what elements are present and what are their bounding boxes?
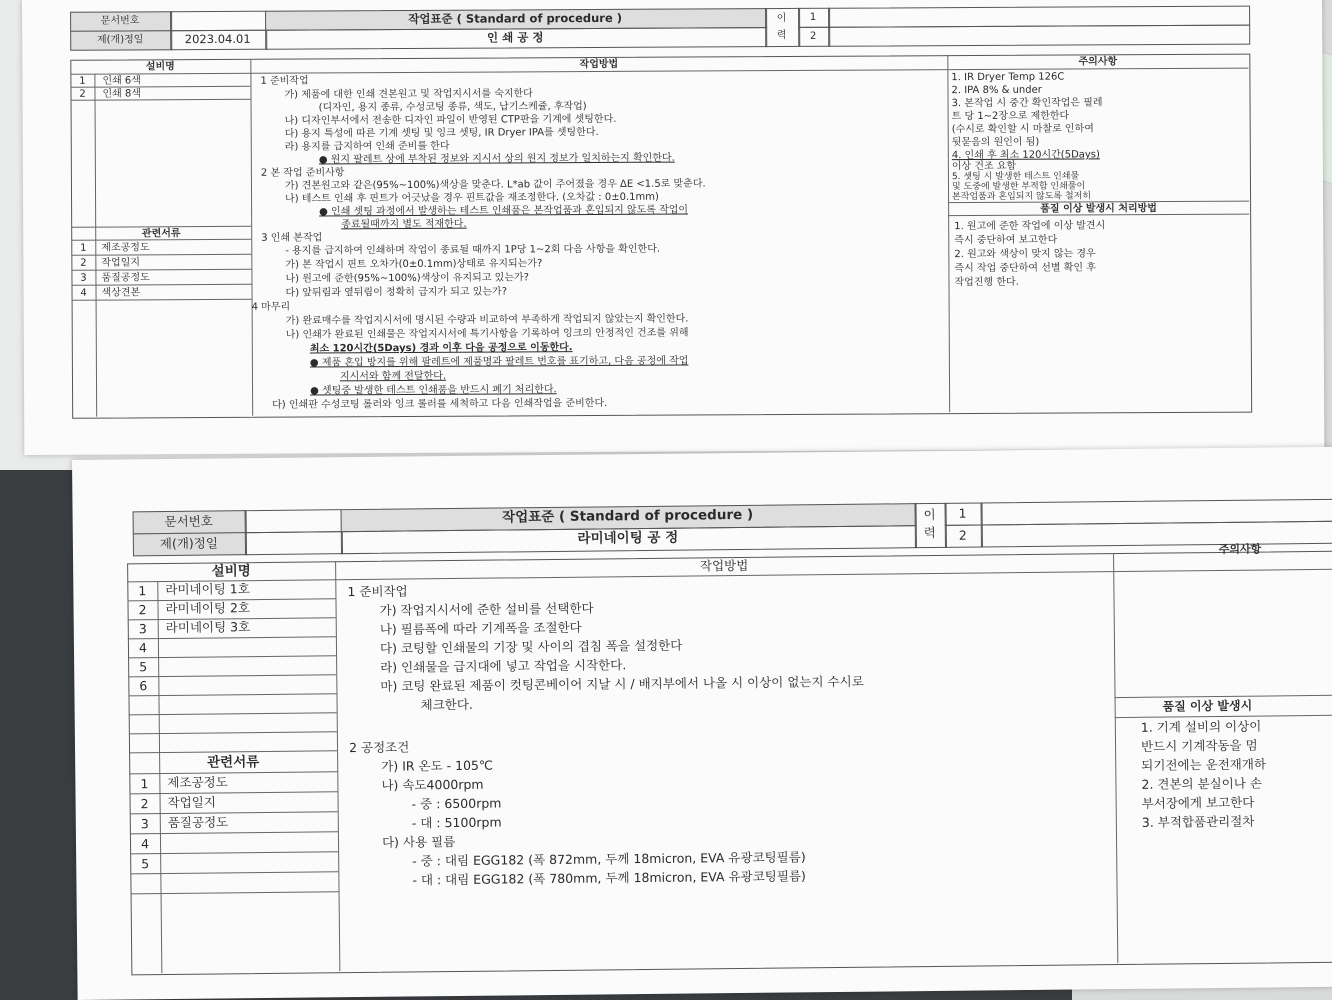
history-2: 2 [958,527,967,543]
method-line: 가) 작업지시서에 준한 설비를 선택한다 [379,600,594,618]
method-line: ● 셋팅중 발생한 테스트 인쇄품을 반드시 폐기 처리한다. [310,384,557,397]
note-line: 1. IR Dryer Temp 126C [951,71,1065,84]
method-line: 나) 테스트 인쇄 후 핀트가 어긋났을 경우 핀트값을 재조정한다. (오차값 : 0±0.1mm) [285,191,659,205]
revision-label: 제(개)정일 [96,34,144,46]
method-line: ● 제품 혼입 방지를 위해 팔레트에 제품명과 팔레트 번호를 표기하고, 다음 공정에 작업 [309,355,689,369]
note-line: 뒷묻음의 원인이 됨) [951,136,1040,149]
quality-line: 되기전에는 운전재개하 [1141,756,1267,773]
document-no: 3 [80,272,87,284]
revision-date: 2023.04.01 [184,31,251,47]
note-line: (수시로 확인할 시 마찰로 인하여 [951,123,1094,136]
method-line: 체크한다. [420,696,473,713]
method-line: ● 원지 팔레트 상에 부착된 정보와 지시서 상의 원지 정보가 일치하는지 확인한다. [318,152,675,166]
method-line: 가) 견본원고와 같은(95%~100%)색상을 맞춘다. L*ab 값이 주어졌을 경우 ΔE <1.5로 맞춘다. [284,178,706,192]
document-no: 2 [140,796,149,812]
method-line: 1 준비작업 [260,75,309,87]
history-label-2: 력 [776,29,787,42]
history-1: 1 [809,11,817,23]
quality-line: 2. 원고와 색상이 맞지 않는 경우 [954,248,1096,261]
sheet-title: 작업표준 ( Standard of procedure ) [502,506,754,526]
notes-heading: 주의사항 [1218,542,1262,556]
equipment-no: 4 [138,640,148,656]
method-line: 2 공정조건 [348,739,410,756]
method-line: 지시서와 함께 전달한다. [339,370,447,383]
equipment-name: 인쇄 8색 [102,88,142,100]
method-line: 1 준비작업 [347,583,408,600]
method-line: 라) 용지를 급지하여 인쇄 준비를 한다 [284,140,450,153]
method-line: 종료될때까지 별도 적재한다. [341,218,467,231]
document-name: 품질공정도 [167,814,229,831]
method-line: 가) 본 작업시 핀트 오차가(0±0.1mm)상태로 유지되는가? [285,258,543,271]
method-line: 마) 코팅 완료된 제품이 컷팅콘베이어 지날 시 / 배지부에서 나올 시 이상이 없는지 수시로 [380,673,864,694]
method-line: 나) 원고에 준한(95%~100%)색상이 유지되고 있는가? [285,272,529,285]
quality-line: 1. 기계 설비의 이상이 [1140,718,1262,735]
method-line: 다) 코팅할 인쇄물의 기장 및 사이의 겹침 폭을 설정한다 [379,637,683,656]
note-line: 3. 본작업 시 중간 확인작업은 필레 [951,97,1103,110]
equipment-heading: 설비명 [145,61,175,73]
procedure-sheet-printing [22,0,1324,455]
document-name: 제조공정도 [101,242,150,254]
note-line: 이상 건조 요함 [951,160,1017,173]
note-line: 2. IPA 8% & under [951,84,1042,97]
method-heading: 작업방법 [579,58,619,71]
quality-line: 3. 부적합품관리절차 [1141,813,1255,830]
documents-heading: 관련서류 [141,228,181,240]
method-line: (디자인, 용지 종류, 수성코팅 종류, 색도, 납기스케쥴, 후작업) [318,101,587,114]
revision-label: 제(개)정일 [159,535,218,552]
method-line: - 용지를 급지하여 인쇄하며 작업이 종료될 때까지 1P당 1~2회 다음 사항을 확인한다. [285,243,661,257]
method-line: 가) IR 온도 - 105℃ [381,757,494,774]
note-line: 본작업품과 혼입되지 않도록 철저히 [952,191,1092,203]
equipment-name: 라미네이팅 3호 [165,619,251,636]
quality-line: 작업진행 한다. [954,276,1019,289]
documents-heading: 관련서류 [206,754,260,771]
method-line: ● 인쇄 셋팅 과정에서 발생하는 테스트 인쇄품은 본작업품과 혼입되지 않도록 작업이 [319,204,689,218]
method-line: - 대 : 대림 EGG182 (폭 780mm, 두께 18micron, EVA 유광코팅필름) [412,868,806,888]
document-name: 제조공정도 [167,774,228,791]
quality-line: 즉시 작업 중단하여 선별 확인 후 [954,262,1096,275]
method-line: 4 마무리 [251,301,291,313]
quality-heading: 품질 이상 발생시 [1162,698,1253,714]
method-line: 다) 앞뒤림과 옆뒤림이 정확히 급지가 되고 있는가? [285,286,508,299]
method-line: - 대 : 5100rpm [411,814,502,831]
document-no: 1 [80,242,87,254]
history-1: 1 [958,505,967,521]
method-line: 라) 인쇄물을 급지대에 넣고 작업을 시작한다. [380,657,627,675]
document-name: 작업일지 [101,257,141,269]
quality-line: 1. 원고에 준한 작업에 이상 발견시 [954,220,1106,233]
doc-no-label: 문서번호 [100,15,140,27]
document-name: 색상견본 [101,287,141,299]
quality-heading: 품질 이상 발생시 처리방법 [1040,203,1157,215]
document-no: 5 [141,856,150,872]
method-line: 최소 120시간(5Days) 경과 이후 다음 공정으로 이동한다. [309,342,573,355]
equipment-name: 인쇄 6색 [102,75,141,87]
quality-line: 즉시 중단하여 보고한다 [954,234,1058,247]
note-line: 및 도중에 발생한 부적합 인쇄물이 [951,181,1086,193]
document-name: 작업일지 [167,794,216,811]
history-2: 2 [809,30,817,42]
equipment-no: 2 [138,602,147,618]
document-no: 3 [140,816,149,832]
document-no: 4 [80,287,87,299]
note-line: 트 당 1~2장으로 제한한다 [951,110,1070,123]
equipment-name: 라미네이팅 2호 [165,600,251,617]
procedure-sheet-laminating [72,447,1332,1000]
quality-line: 2. 견본의 분실이나 손 [1141,775,1262,792]
method-line: 다) 인쇄판 수성코팅 롤러와 잉크 롤러를 세척하고 다음 인쇄작업을 준비한다. [272,397,608,411]
equipment-no: 6 [139,678,148,694]
method-line: 가) 제품에 대한 인쇄 견본원고 및 작업지시서를 숙지한다 [284,88,533,101]
equipment-no: 1 [138,583,147,599]
method-line: 2 본 작업 준비사항 [260,167,345,179]
equipment-no: 5 [139,659,148,675]
notes-heading: 주의사항 [1078,56,1118,68]
process-name: 라미네이팅 공 정 [577,529,679,547]
method-line: 나) 속도4000rpm [381,776,484,793]
document-no: 1 [140,776,149,792]
method-line: 나) 필름폭에 따라 기계폭을 조절한다 [379,619,582,637]
document-no: 4 [140,836,150,852]
quality-line: 반드시 기계작동을 멈 [1140,737,1258,754]
equipment-no: 2 [79,88,86,100]
equipment-no: 1 [79,75,86,87]
note-line: 4. 인쇄 후 최소 120시간(5Days) [951,149,1100,162]
equipment-no: 3 [138,621,147,637]
sheet-title: 작업표준 ( Standard of procedure ) [408,10,623,26]
method-heading: 작업방법 [699,557,749,574]
quality-line: 부서장에게 보고한다 [1141,794,1255,811]
method-line: - 중 : 6500rpm [411,795,502,812]
equipment-name: 라미네이팅 1호 [165,581,250,598]
history-label-1: 이 [923,506,936,523]
history-label-1: 이 [776,12,787,25]
method-line: 다) 용지 특성에 따른 기계 셋팅 및 잉크 셋팅, IR Dryer IPA를 셋팅한다. [284,126,599,140]
method-line: 다) 사용 필름 [381,834,456,850]
method-line: 나) 디자인부서에서 전송한 디자인 파일이 반영된 CTP판을 기계에 셋팅한다. [284,113,617,127]
history-label-2: 력 [923,524,936,541]
equipment-heading: 설비명 [211,563,251,580]
method-line: - 중 : 대림 EGG182 (폭 872mm, 두께 18micron, EVA 유광코팅필름) [412,849,806,869]
method-line: 나) 인쇄가 완료된 인쇄물은 작업지시서에 특기사항을 기록하여 잉크의 안정적인 건조를 위해 [285,327,689,341]
document-name: 품질공정도 [101,272,150,284]
document-no: 2 [80,257,87,269]
method-line: 가) 완료매수를 작업지시서에 명시된 수량과 비교하여 부족하게 작업되지 않았는지 확인한다. [285,313,689,327]
note-line: 5. 셋팅 시 발생한 테스트 인쇄물 [951,171,1080,183]
process-name: 인 쇄 공 정 [486,30,544,45]
method-line: 3 인쇄 본작업 [261,232,323,244]
doc-no-label: 문서번호 [164,513,213,530]
